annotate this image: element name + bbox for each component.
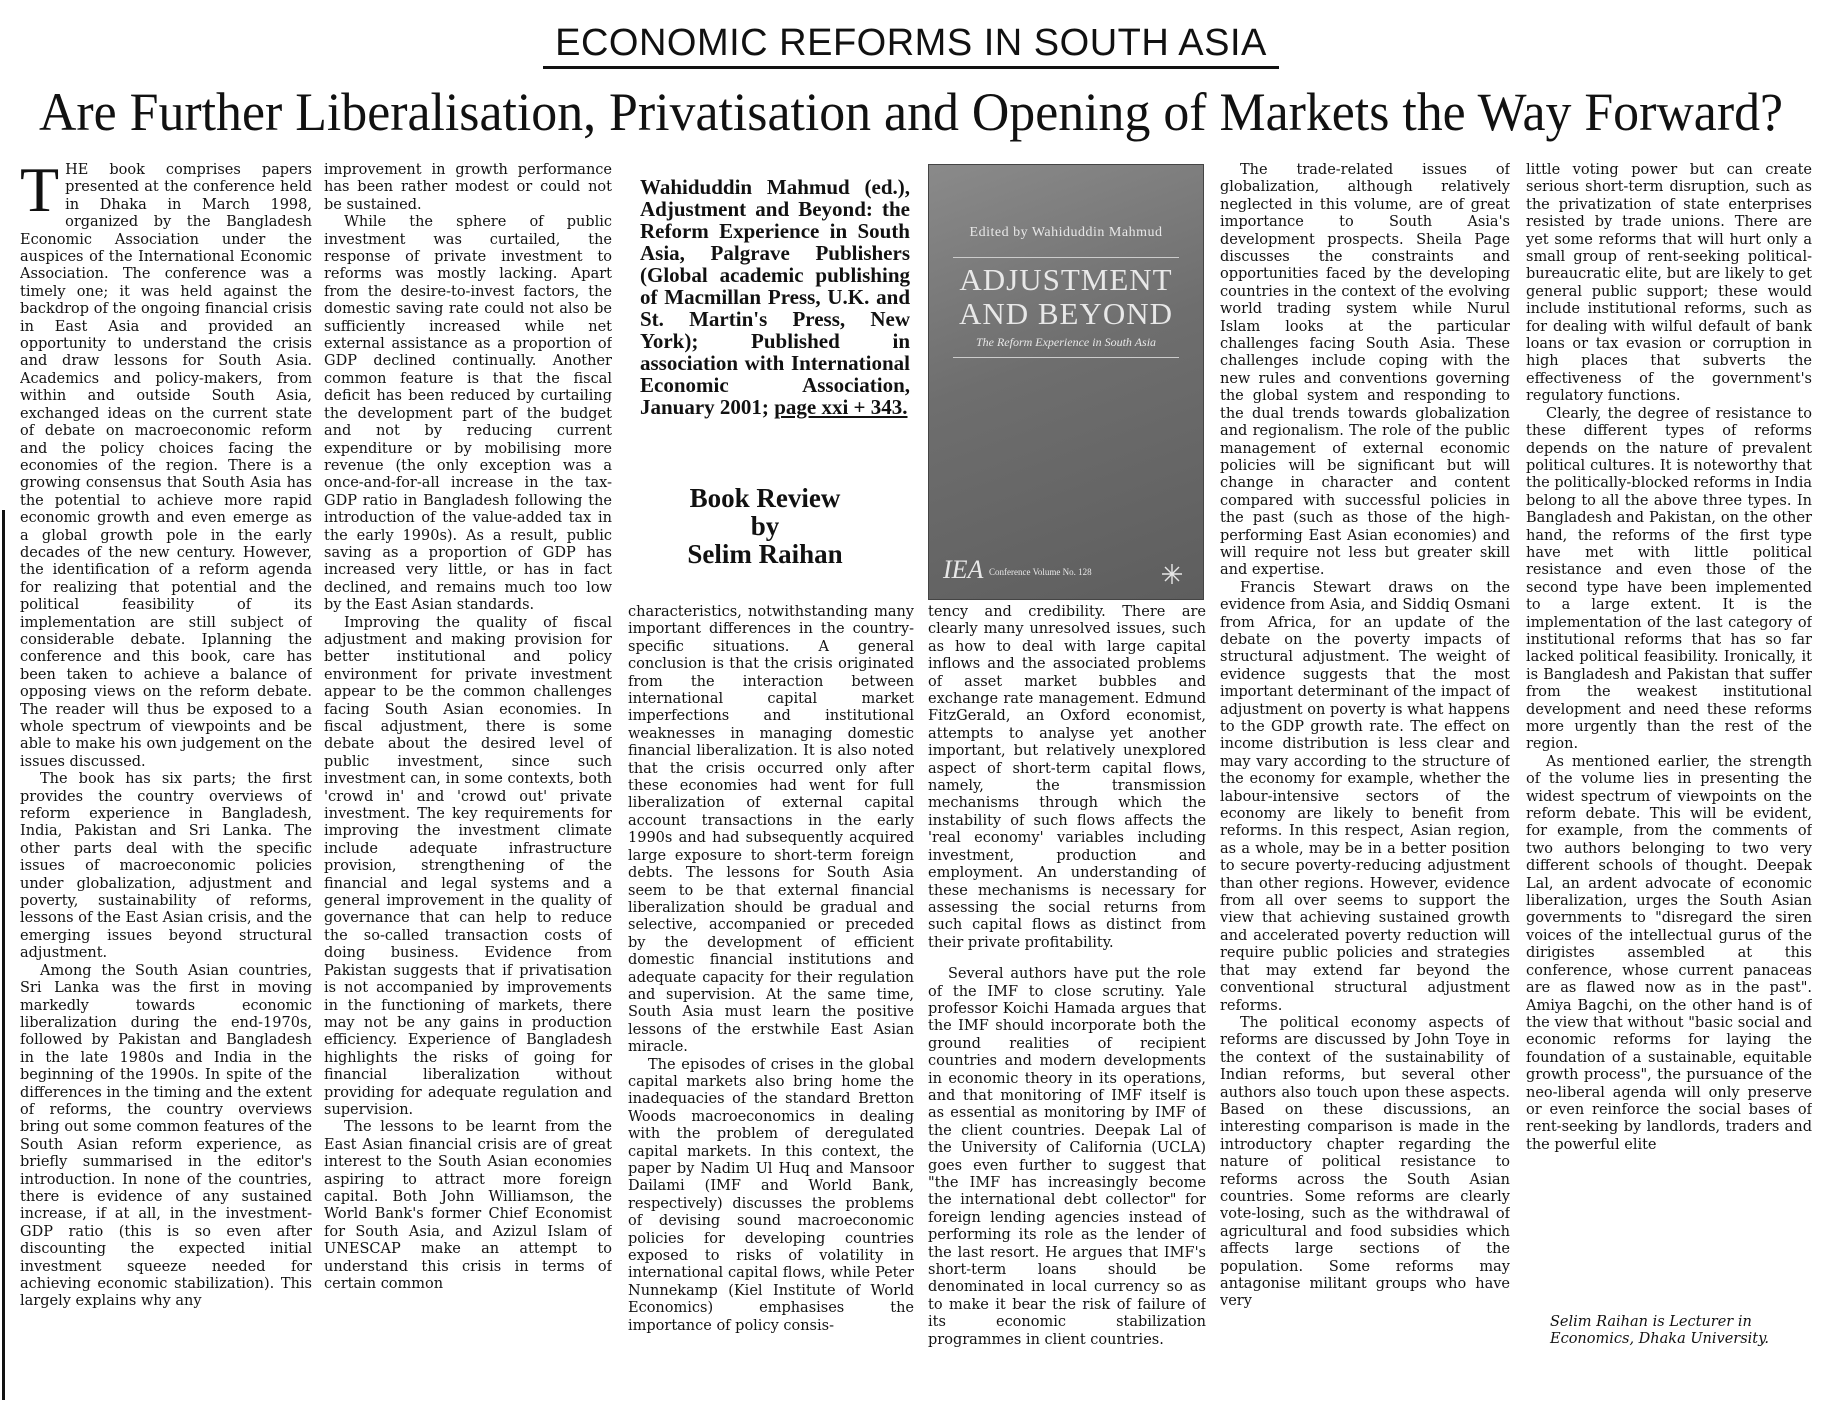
cover-subtitle: The Reform Experience in South Asia (975, 335, 1157, 349)
paragraph: little voting power but can create serious short-term disruption, such as the privatization of state enterprises resisted by trade unions. There are yet some reforms that will hurt only a small group of rent-seeking political-bureaucratic elite, but are likely to get general public support; these would include institutional reforms, such as for dealing with wilful default of bank loans or tax evasion or corruption in high places that subverts the effectiveness of the government's regulatory functions. (1526, 162, 1812, 405)
paragraph: improvement in growth performance has been rather modest or could not be sustained. (324, 162, 612, 213)
paragraph: Several authors have put the role of the IMF to close scrutiny. Yale professor Koichi Hamada argues that the IMF should incorporate both the ground realities of recipient countries and modern developments in economic theory in its operations, and that monitoring of IMF itself is as essential as monitoring by IMF of the client countries. Deepak Lal of the University of California (UCLA) goes even further to suggest that "the IMF has increasingly become the international debt collector" for foreign lending agencies instead of performing its role as the lender of the last resort. He argues that IMF's short-term loans should be denominated in local currency so as to make it bear the risk of failure of its economic stabilization programmes in client countries. (928, 966, 1206, 1348)
paragraph: Improving the quality of fiscal adjustment and making provision for better institutional and policy environment for private investment appear to be the common challenges facing South Asian economies. In fiscal adjustment, there is some debate about the desired level of public investment, since such investment can, in some contexts, both 'crowd in' and 'crowd out' private investment. The key requirements for improving the investment climate include adequate infrastructure provision, strengthening of the financial and legal systems and a general improvement in the quality of governance that can help to reduce the so-called transaction costs of doing business. Evidence from Pakistan suggests that if privatisation is not accompanied by improvements in the functioning of markets, there may not be any gains in production efficiency. Experience of Bangladesh highlights the risks of going for financial liberalization without providing for adequate regulation and supervision. (324, 614, 612, 1118)
kicker-text: ECONOMIC REFORMS IN SOUTH ASIA (543, 22, 1279, 69)
paragraph: Francis Stewart draws on the evidence from Asia, and Siddiq Osmani from Africa, for an update of the debate on the poverty impacts of structural adjustment. The weight of evidence suggests that the most important determinant of the impact of adjustment on poverty is what happens to the GDP growth rate. The effect on income distribution is less clear and may vary according to the structure of the economy for example, whether the labour-intensive sectors of the economy are likely to benefit from reforms. In this respect, Asian region, as a whole, may be in a better position to secure poverty-reducing adjustment than other regions. However, evidence from all over seems to support the view that achieving sustained growth and accelerated poverty reduction will require public policies and strategies that may extend far beyond the conventional structural adjustment reforms. (1220, 579, 1510, 1014)
article-column-1 (20, 162, 312, 1406)
author-bio: Selim Raihan is Lecturer in Economics, Dhaka University. (1550, 1314, 1770, 1348)
book-reference (640, 176, 910, 418)
cover-imprint: IEA (943, 555, 984, 584)
reference-text: Wahiduddin Mahmud (ed.), Adjustment and Beyond: the Reform Experience in South Asia, Palgrave Publishers (Global academic publishing of Macmillan Press, U.K. and St. Martin's Press, New York); Published in association with International Economic Association, January 2001; (640, 175, 910, 419)
article-column-6 (1526, 162, 1812, 1308)
paragraph: characteristics, notwithstanding many important differences in the country-specific situations. A general conclusion is that the crisis originated from the interaction between international capital market imperfections and institutional weaknesses in managing domestic financial liberalization. It is also noted that the crisis occurred only after these economies had went for full liberalization of external capital account transactions in the early 1990s and had subsequently acquired large exposure to short-term foreign debts. The lessons for South Asia seem to be that external financial liberalization should be gradual and selective, accompanied or preceded by the development of efficient domestic financial institutions and adequate capacity for their regulation and supervision. At the same time, South Asia must learn the positive lessons of the erstwhile East Asian miracle. (628, 604, 914, 1056)
left-margin-rule (2, 510, 5, 1400)
article-column-4 (928, 604, 1206, 1406)
paragraph: The political economy aspects of reforms are discussed by John Toye in the context of the sustainability of Indian reforms, but several other authors also touch upon these aspects. Based on these discussions, an interesting comparison is made in the introductory chapter regarding the nature of political resistance to reforms across the South Asian countries. Some reforms are clearly vote-losing, such as the withdrawal of agricultural and food subsidies which affects large sections of the population. Some reforms may antagonise militant groups who have very (1220, 1014, 1510, 1310)
section-kicker (0, 22, 1822, 65)
paragraph: As mentioned earlier, the strength of the volume lies in presenting the widest spectrum of viewpoints on the reform debate. This will be evident, for example, from the comments of two authors belonging to two very different schools of thought. Deepak Lal, an ardent advocate of economic liberalization, urges the South Asian governments to "disregard the siren voices of the intellectual gurus of the dirigistes assembled at this conference, whose current panaceas are as flawed now as in the past". Amiya Bagchi, on the other hand is of the view that without "basic social and economic reforms for laying the foundation of a sustainable, equitable growth process", the pursuance of the neo-liberal agenda will only preserve or even reinforce the social bases of rent-seeking by landlords, traders and the powerful elite (1526, 753, 1812, 1153)
paragraph: tency and credibility. There are clearly many unresolved issues, such as how to deal with large capital inflows and the associated problems of asset market bubbles and exchange rate management. Edmund FitzGerald, an Oxford economist, attempts to analyse yet another important, but relatively unexplored aspect of short-term capital flows, namely, the transmission mechanisms through which the instability of such flows affects the 'real economy' variables including investment, production and employment. An understanding of these mechanisms is necessary for assessing the social returns from such capital flows as distinct from their private profitability. (928, 604, 1206, 951)
reviewer-line-3: Selim Raihan (687, 539, 843, 569)
paragraph: Among the South Asian countries, Sri Lanka was the first in moving markedly towards economic liberalization during the end-1970s, followed by Pakistan and Bangladesh in the late 1980s and India in the beginning of the 1990s. In spite of the differences in the timing and the extent of reforms, the country overviews bring out some common features of the South Asian reform experience, as briefly summarised in the editor's introduction. In none of the countries, there is evidence of any sustained increase, if at all, in the investment-GDP ratio (this is so even after discounting the expected initial investment squeeze needed for achieving economic stabilization). This largely explains why any (20, 962, 312, 1310)
paragraph: The trade-related issues of globalization, although relatively neglected in this volume, are of great importance to South Asia's development prospects. Sheila Page discusses the constraints and opportunities faced by the developing countries in the context of the evolving world trading system while Nurul Islam looks at the particular challenges facing South Asia. These challenges include coping with the new rules and conventions governing the global system and responding to the dual trends towards globalization and regionalism. The role of the public management of external economic policies will be significant but will change in character and content compared with successful policies in the past (such as those of the high-performing East Asian economies) and will require not less but greater skill and expertise. (1220, 162, 1510, 579)
reviewer-line-1: Book Review (689, 483, 841, 513)
cover-editor: Edited by Wahiduddin Mahmud (969, 225, 1163, 240)
paragraph-text: HE book comprises papers presented at the conference held in Dhaka in March 1998, organized by the Bangladesh Economic Association under the auspices of the International Economic Association. The conference was a timely one; it was held against the backdrop of the ongoing financial crisis in East Asia and provided an opportunity to understand the crisis and draw lessons for South Asia. Academics and policy-makers, from within and outside South Asia, exchanged ideas on the current state of debate on macroeconomic reform and the policy choices facing the economies of the region. There is a growing consensus that South Asia has the potential to achieve more rapid economic growth and even emerge as a global growth pole in the early decades of the new century. However, the identification of a reform agenda for realizing that potential and the political feasibility of its implementation are still subject of considerable debate. Iplanning the conference and this book, care has been taken to achieve a balance of opposing views on the reform debate. The reader will thus be exposed to a whole spectrum of viewpoints and be able to make his own judgement on the issues discussed. (20, 162, 312, 770)
paragraph: The book has six parts; the first provides the country overviews of reform experience in Bangladesh, India, Pakistan and Sri Lanka. The other parts deal with the specific issues of macroeconomic policies under globalization, adjustment and poverty, sustainability of reforms, lessons of the East Asian crisis, and the emerging issues beyond structural adjustment. (20, 771, 312, 962)
cover-volume: Conference Volume No. 128 (989, 567, 1092, 577)
article-column-3 (628, 604, 914, 1406)
article-column-5 (1220, 162, 1510, 1406)
reviewer-heading (640, 484, 890, 568)
headline: Are Further Liberalisation, Privatisation and Opening of Markets the Way Forward? (38, 82, 1784, 142)
cover-rule (953, 257, 1179, 258)
cover-rule (953, 357, 1179, 358)
paragraph: The lessons to be learnt from the East Asian financial crisis are of great interest to the South Asian economies aspiring to attract more foreign capital. Both John Williamson, the World Bank's former Chief Economist for South Asia, and Azizul Islam of UNESCAP make an attempt to understand this crisis in terms of certain common (324, 1119, 612, 1292)
cover-title-line-2: AND BEYOND (958, 296, 1174, 331)
reviewer-line-2: by (750, 511, 780, 541)
paragraph: The episodes of crises in the global capital markets also bring home the inadequacies of the standard Bretton Woods macroeconomics in dealing with the problem of deregulated capital markets. In this context, the paper by Nadim Ul Huq and Mansoor Dailami (IMF and World Bank, respectively) discusses the problems of devising sound macroeconomic policies for developing countries exposed to risks of volatility in international capital flows, while Peter Nunnekamp (Kiel Institute of World Economics) emphasises the importance of policy consis- (628, 1056, 914, 1334)
paragraph: Clearly, the degree of resistance to these different types of reforms depends on the nature of prevalent political cultures. It is noteworthy that the politically-blocked reforms in India belong to all the above three types. In Bangladesh and Pakistan, on the other hand, the reforms of the first type have met with little political resistance and even those of the second type have been implemented to a large extent. It is the implementation of the last category of institutional reforms that has so far lacked political feasibility. Ironically, it is Bangladesh and Pakistan that suffer from the weakest institutional development and need these reforms more urgently than the rest of the region. (1526, 405, 1812, 753)
article-column-2 (324, 162, 612, 1406)
paragraph (20, 162, 312, 771)
paragraph: While the sphere of public investment was curtailed, the response of private investment to reforms was mostly lacking. Apart from the desire-to-invest factors, the domestic saving rate could not also be sufficiently increased while net external assistance as a proportion of GDP declined continually. Another common feature is that the fiscal deficit has been reduced by curtailing the development part of the budget and not by reducing current expenditure or by mobilising more revenue (the only exception was a once-and-for-all increase in the tax-GDP ratio in Bangladesh following the introduction of the value-added tax in the early 1990s). As a result, public saving as a proportion of GDP has increased very little, or has in fact declined, and remains much too low by the East Asian standards. (324, 214, 612, 614)
cover-title (929, 263, 1203, 331)
publisher-logo-icon (1161, 563, 1183, 585)
book-cover-image (928, 164, 1204, 600)
drop-cap: T (20, 162, 60, 225)
reference-pages: page xxi + 343. (774, 395, 908, 419)
cover-title-line-1: ADJUSTMENT (959, 262, 1173, 297)
